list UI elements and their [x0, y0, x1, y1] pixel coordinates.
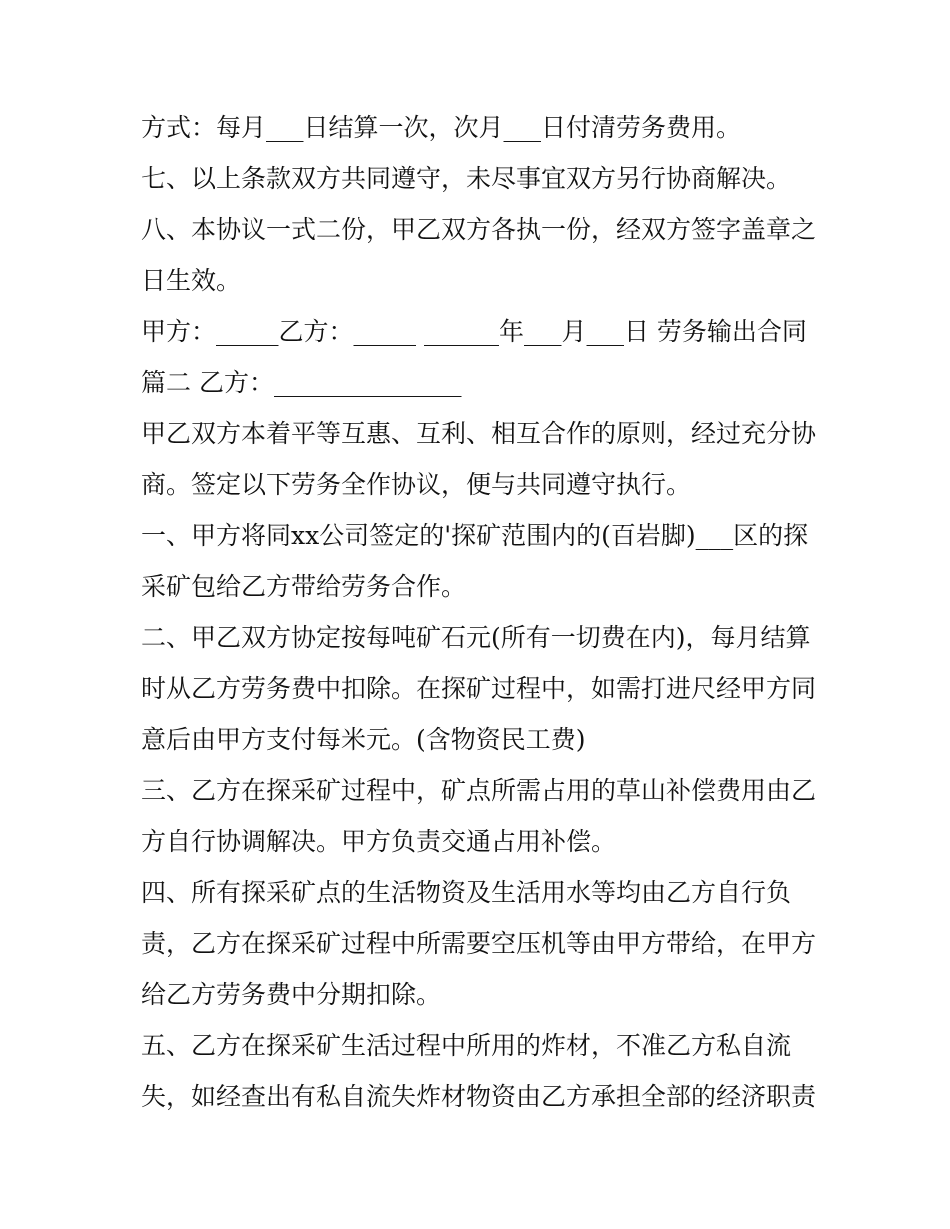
text-line-12: 时从乙方劳务费中扣除。在探矿过程中，如需打进尺经甲方同 — [141, 674, 817, 703]
text-line-11: 二、甲乙双方协定按每吨矿石元(所有一切费在内)，每月结算 — [141, 623, 811, 652]
text-line-3: 八、本协议一式二份，甲乙双方各执一份，经双方签字盖章之 — [141, 215, 817, 244]
text-line-10: 采矿包给乙方带给劳务合作。 — [141, 572, 467, 601]
text-line-20: 失，如经查出有私自流失炸材物资由乙方承担全部的经济职责 — [141, 1082, 817, 1111]
text-line-8: 商。签定以下劳务全作协议，便与共同遵守执行。 — [141, 470, 692, 499]
text-line-9: 一、甲方将同xx公司签定的'探矿范围内的(百岩脚)___区的探 — [141, 521, 809, 550]
text-line-1: 方式：每月___日结算一次，次月___日付清劳务费用。 — [141, 113, 742, 142]
text-line-7: 甲乙双方本着平等互惠、互利、相互合作的原则，经过充分协 — [141, 419, 817, 448]
text-line-2: 七、以上条款双方共同遵守，未尽事宜双方另行协商解决。 — [141, 164, 792, 193]
text-line-5: 甲方：_____乙方：_____ ______年___月___日 劳务输出合同 — [141, 317, 807, 346]
text-line-13: 意后由甲方支付每米元。(含物资民工费) — [141, 725, 586, 754]
text-line-14: 三、乙方在探采矿过程中，矿点所需占用的草山补偿费用由乙 — [141, 776, 817, 805]
text-line-6: 篇二 乙方：_______________ — [141, 368, 462, 397]
text-line-17: 责，乙方在探采矿过程中所需要空压机等由甲方带给，在甲方 — [141, 929, 817, 958]
text-line-4: 日生效。 — [141, 266, 242, 295]
text-line-16: 四、所有探采矿点的生活物资及生活用水等均由乙方自行负 — [141, 878, 792, 907]
text-line-18: 给乙方劳务费中分期扣除。 — [141, 980, 442, 1009]
text-line-15: 方自行协调解决。甲方负责交通占用补偿。 — [141, 827, 617, 856]
text-line-19: 五、乙方在探采矿生活过程中所用的炸材，不准乙方私自流 — [141, 1031, 792, 1060]
